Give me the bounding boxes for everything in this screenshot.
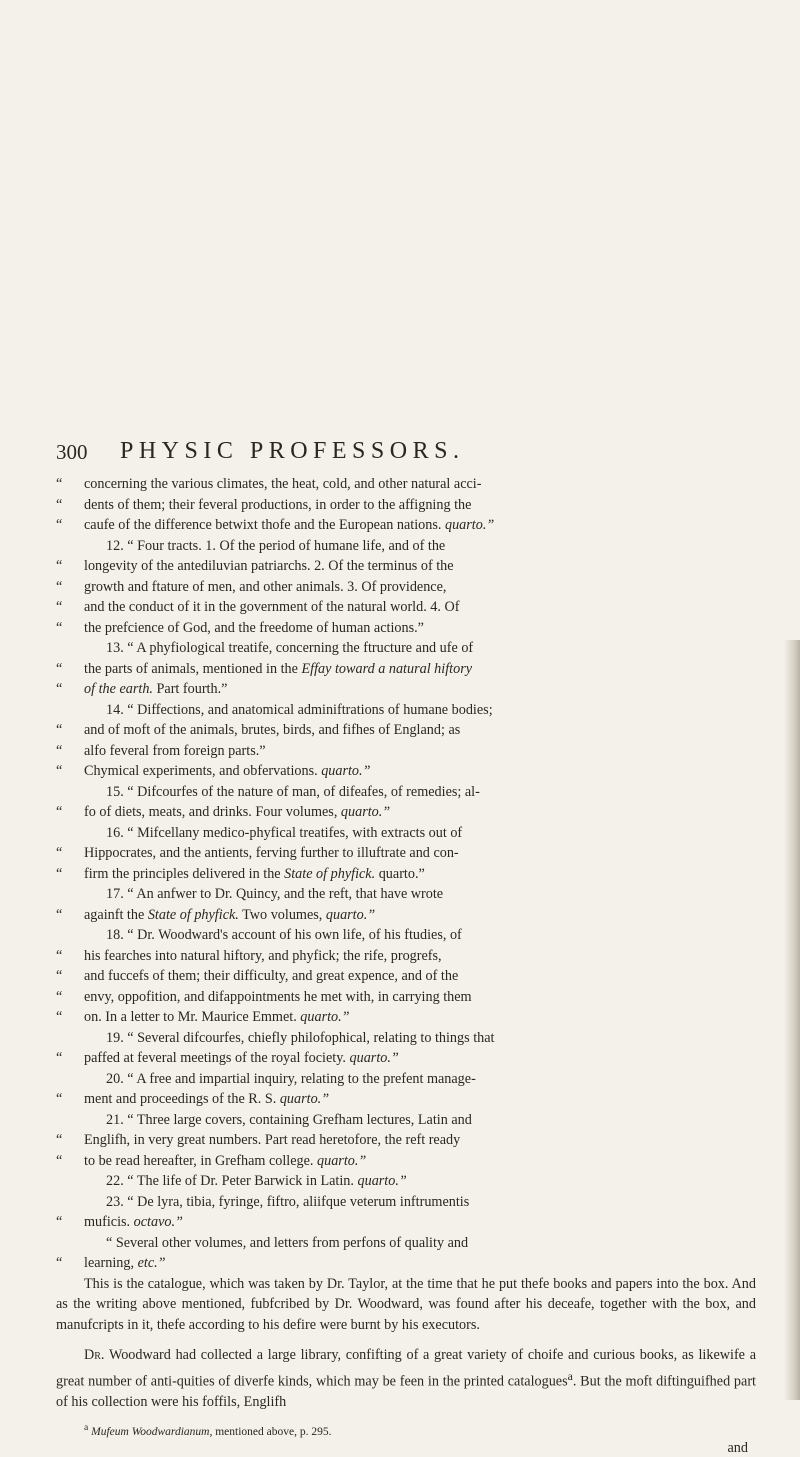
quote-mark: “ bbox=[56, 845, 63, 861]
italic-text: quarto.” bbox=[300, 1009, 350, 1025]
text-line bbox=[56, 843, 756, 864]
paragraph-catalogue-note: This is the catalogue, which was taken by Dr. Taylor, at the time that he put thefe books and papers into the box. And as the writing above mentioned, fubfcribed by Dr. Woodward, was found after his deceafe, together with the box, and manufcripts in it, thefe according to his defire were burnt by his executors. bbox=[56, 1275, 756, 1333]
italic-text: quarto.” bbox=[349, 1050, 399, 1066]
paragraph-body: Woodward had collected a large library, confifting of a great variety of choife and curious books, as likewife a great number of anti-quities of diverfe kinds, which may be feen in the printed catalogues bbox=[56, 1347, 756, 1390]
quote-mark: “ bbox=[56, 660, 63, 677]
text-line bbox=[56, 597, 756, 618]
quote-mark: “ bbox=[56, 1009, 63, 1025]
text-line bbox=[56, 700, 756, 721]
italic-text: of the earth. bbox=[84, 681, 153, 697]
quote-mark: “ bbox=[56, 476, 63, 492]
line-text: 22. “ The life of Dr. Peter Barwick in Latin. bbox=[106, 1173, 358, 1189]
italic-text: quarto.” bbox=[321, 763, 371, 779]
quote-mark: “ bbox=[56, 496, 63, 513]
text-line bbox=[56, 966, 756, 987]
book-page bbox=[56, 440, 756, 1457]
page-header bbox=[56, 440, 756, 470]
text-line bbox=[56, 638, 756, 659]
text-line bbox=[56, 495, 756, 516]
text-line bbox=[56, 1212, 756, 1233]
line-text: longevity of the antediluvian patriarchs. 2. Of the terminus of the bbox=[84, 558, 454, 574]
line-text: on. In a letter to Mr. Maurice Emmet. bbox=[84, 1009, 301, 1025]
quote-mark: “ bbox=[56, 1091, 63, 1107]
quote-mark: “ bbox=[56, 1255, 63, 1271]
paragraph-library bbox=[56, 1345, 756, 1412]
text-line bbox=[56, 536, 756, 557]
text-line bbox=[56, 761, 756, 782]
text-line bbox=[56, 1069, 756, 1090]
line-text: quarto.” bbox=[375, 865, 425, 882]
line-text: the parts of animals, mentioned in the bbox=[84, 660, 302, 677]
text-line bbox=[56, 1233, 756, 1254]
line-text: caufe of the difference betwixt thofe and the European nations. bbox=[84, 517, 445, 533]
text-line bbox=[56, 884, 756, 905]
quote-mark: “ bbox=[56, 1152, 63, 1169]
line-text: 20. “ A free and impartial inquiry, relating to the prefent manage- bbox=[106, 1070, 476, 1087]
line-text: his fearches into natural hiftory, and phyfick; the rife, progrefs, bbox=[84, 947, 442, 964]
line-text: Hippocrates, and the antients, ferving further to illuftrate and con- bbox=[84, 845, 459, 861]
line-text: 16. “ Mifcellany medico-phyfical treatifes, with extracts out of bbox=[106, 824, 463, 841]
line-text: 17. “ An anfwer to Dr. Quincy, and the reft, that have wrote bbox=[106, 886, 444, 902]
italic-text: State of phyfick. bbox=[284, 865, 376, 882]
text-line bbox=[56, 1007, 756, 1028]
quote-mark: “ bbox=[56, 722, 63, 738]
text-line bbox=[56, 741, 756, 762]
quote-mark: “ bbox=[56, 968, 63, 984]
text-line bbox=[56, 720, 756, 741]
line-text: 23. “ De lyra, tibia, fyringe, fiftro, aliifque veterum inftrumentis bbox=[106, 1193, 470, 1210]
footnote bbox=[56, 1422, 756, 1438]
text-line bbox=[56, 659, 756, 680]
line-text: Chymical experiments, and obfervations. bbox=[84, 763, 322, 779]
text-line bbox=[56, 679, 756, 700]
italic-text: Effay toward a natural hiftory bbox=[301, 660, 473, 677]
text-line bbox=[56, 1253, 756, 1274]
running-title: PHYSIC PROFESSORS. bbox=[120, 438, 465, 464]
line-text: muficis. bbox=[84, 1214, 134, 1230]
italic-text: quarto.” bbox=[444, 517, 495, 533]
text-line bbox=[56, 823, 756, 844]
quote-mark: “ bbox=[56, 1132, 63, 1148]
italic-text: State of phyfick. bbox=[147, 906, 239, 923]
catchword: and bbox=[727, 1440, 748, 1457]
line-text: Englifh, in very great numbers. Part read heretofore, the reft ready bbox=[84, 1132, 461, 1148]
text-line bbox=[56, 618, 756, 639]
line-text: learning, bbox=[84, 1255, 138, 1271]
quote-mark: “ bbox=[56, 1214, 63, 1230]
line-text: ment and proceedings of the R. S. bbox=[84, 1091, 280, 1107]
text-line bbox=[56, 515, 756, 536]
line-text: and fuccefs of them; their difficulty, and great expence, and of the bbox=[84, 968, 459, 984]
line-text: paffed at feveral meetings of the royal fociety. bbox=[84, 1050, 350, 1066]
text-line bbox=[56, 1028, 756, 1049]
line-text: 19. “ Several difcourfes, chiefly philofophical, relating to things that bbox=[106, 1029, 495, 1046]
quote-mark: “ bbox=[56, 804, 63, 820]
line-text: “ Several other volumes, and letters from perfons of quality and bbox=[106, 1234, 469, 1251]
text-line bbox=[56, 987, 756, 1008]
paragraph-end: . But the moft diftinguifhed part of his collection were his foffils, Englifh bbox=[56, 1373, 756, 1410]
line-text: concerning the various climates, the heat, cold, and other natural acci- bbox=[84, 476, 482, 492]
quote-mark: “ bbox=[56, 763, 63, 779]
text-line bbox=[56, 1048, 756, 1069]
line-text: 21. “ Three large covers, containing Grefham lectures, Latin and bbox=[106, 1111, 472, 1128]
line-text: to be read hereafter, in Grefham college. bbox=[84, 1152, 318, 1169]
text-line bbox=[56, 1089, 756, 1110]
text-line bbox=[56, 925, 756, 946]
text-line bbox=[56, 474, 756, 495]
quote-mark: “ bbox=[56, 681, 63, 697]
line-text: fo of diets, meats, and drinks. Four volumes, bbox=[84, 804, 341, 820]
text-line bbox=[56, 1171, 756, 1192]
quote-mark: “ bbox=[56, 599, 63, 615]
quote-mark: “ bbox=[56, 988, 63, 1005]
line-text: firm the principles delivered in the bbox=[84, 865, 285, 882]
quote-mark: “ bbox=[56, 947, 63, 964]
quote-mark: “ bbox=[56, 619, 63, 636]
quote-mark: “ bbox=[56, 517, 63, 533]
italic-text: quarto.” bbox=[340, 804, 391, 820]
line-text: and of moft of the animals, brutes, birds, and fifhes of England; as bbox=[84, 722, 461, 738]
text-line bbox=[56, 556, 756, 577]
italic-text: etc.” bbox=[137, 1255, 166, 1271]
line-text: Two volumes, bbox=[238, 906, 326, 923]
italic-text: octavo.” bbox=[133, 1214, 183, 1230]
quote-mark: “ bbox=[56, 578, 63, 595]
footnote-mark: a bbox=[84, 1422, 89, 1434]
text-line bbox=[56, 577, 756, 598]
text-line bbox=[56, 802, 756, 823]
footnote-ref: a bbox=[567, 1368, 573, 1383]
italic-text: quarto.” bbox=[317, 1152, 367, 1169]
text-line bbox=[56, 1130, 756, 1151]
line-text: 15. “ Difcourfes of the nature of man, of difeafes, of remedies; al- bbox=[106, 783, 480, 800]
line-text: againft the bbox=[84, 906, 148, 923]
line-text: 18. “ Dr. Woodward's account of his own life, of his ftudies, of bbox=[106, 927, 462, 943]
italic-text: quarto.” bbox=[357, 1173, 407, 1189]
line-text: alfo feveral from foreign parts.” bbox=[84, 742, 266, 759]
quote-mark: “ bbox=[56, 558, 63, 574]
line-text: 13. “ A phyfiological treatife, concerning the ftructure and ufe of bbox=[106, 640, 474, 656]
text-line bbox=[56, 1110, 756, 1131]
text-line bbox=[56, 946, 756, 967]
page-number: 300 bbox=[56, 440, 88, 464]
text-line bbox=[56, 1192, 756, 1213]
italic-text: quarto.” bbox=[279, 1091, 330, 1107]
line-text: and the conduct of it in the government of the natural world. 4. Of bbox=[84, 599, 460, 615]
text-line bbox=[56, 864, 756, 885]
line-text: envy, oppofition, and difappointments he met with, in carrying them bbox=[84, 988, 472, 1005]
quote-mark: “ bbox=[56, 742, 63, 759]
catalogue-list bbox=[56, 474, 756, 1274]
line-text: 12. “ Four tracts. 1. Of the period of humane life, and of the bbox=[106, 537, 446, 554]
quote-mark: “ bbox=[56, 906, 63, 923]
quote-mark: “ bbox=[56, 865, 63, 882]
quote-mark: “ bbox=[56, 1050, 63, 1066]
text-line bbox=[56, 782, 756, 803]
line-text: the prefcience of God, and the freedome of human actions.” bbox=[84, 619, 424, 636]
line-text: dents of them; their feveral productions, in order to the affigning the bbox=[84, 496, 472, 513]
footnote-title: Mufeum Woodwardianum, bbox=[91, 1426, 213, 1439]
text-line bbox=[56, 905, 756, 926]
italic-text: quarto.” bbox=[325, 906, 376, 923]
paragraph-lead: Dr. bbox=[84, 1347, 105, 1363]
line-text: 14. “ Diffections, and anatomical adminiftrations of humane bodies; bbox=[106, 701, 493, 718]
footnote-text: mentioned above, p. 295. bbox=[212, 1426, 332, 1439]
line-text: Part fourth.” bbox=[152, 681, 228, 697]
line-text: growth and ftature of men, and other animals. 3. Of providence, bbox=[84, 578, 447, 595]
page-edge-shadow bbox=[784, 640, 800, 1400]
text-line bbox=[56, 1151, 756, 1172]
